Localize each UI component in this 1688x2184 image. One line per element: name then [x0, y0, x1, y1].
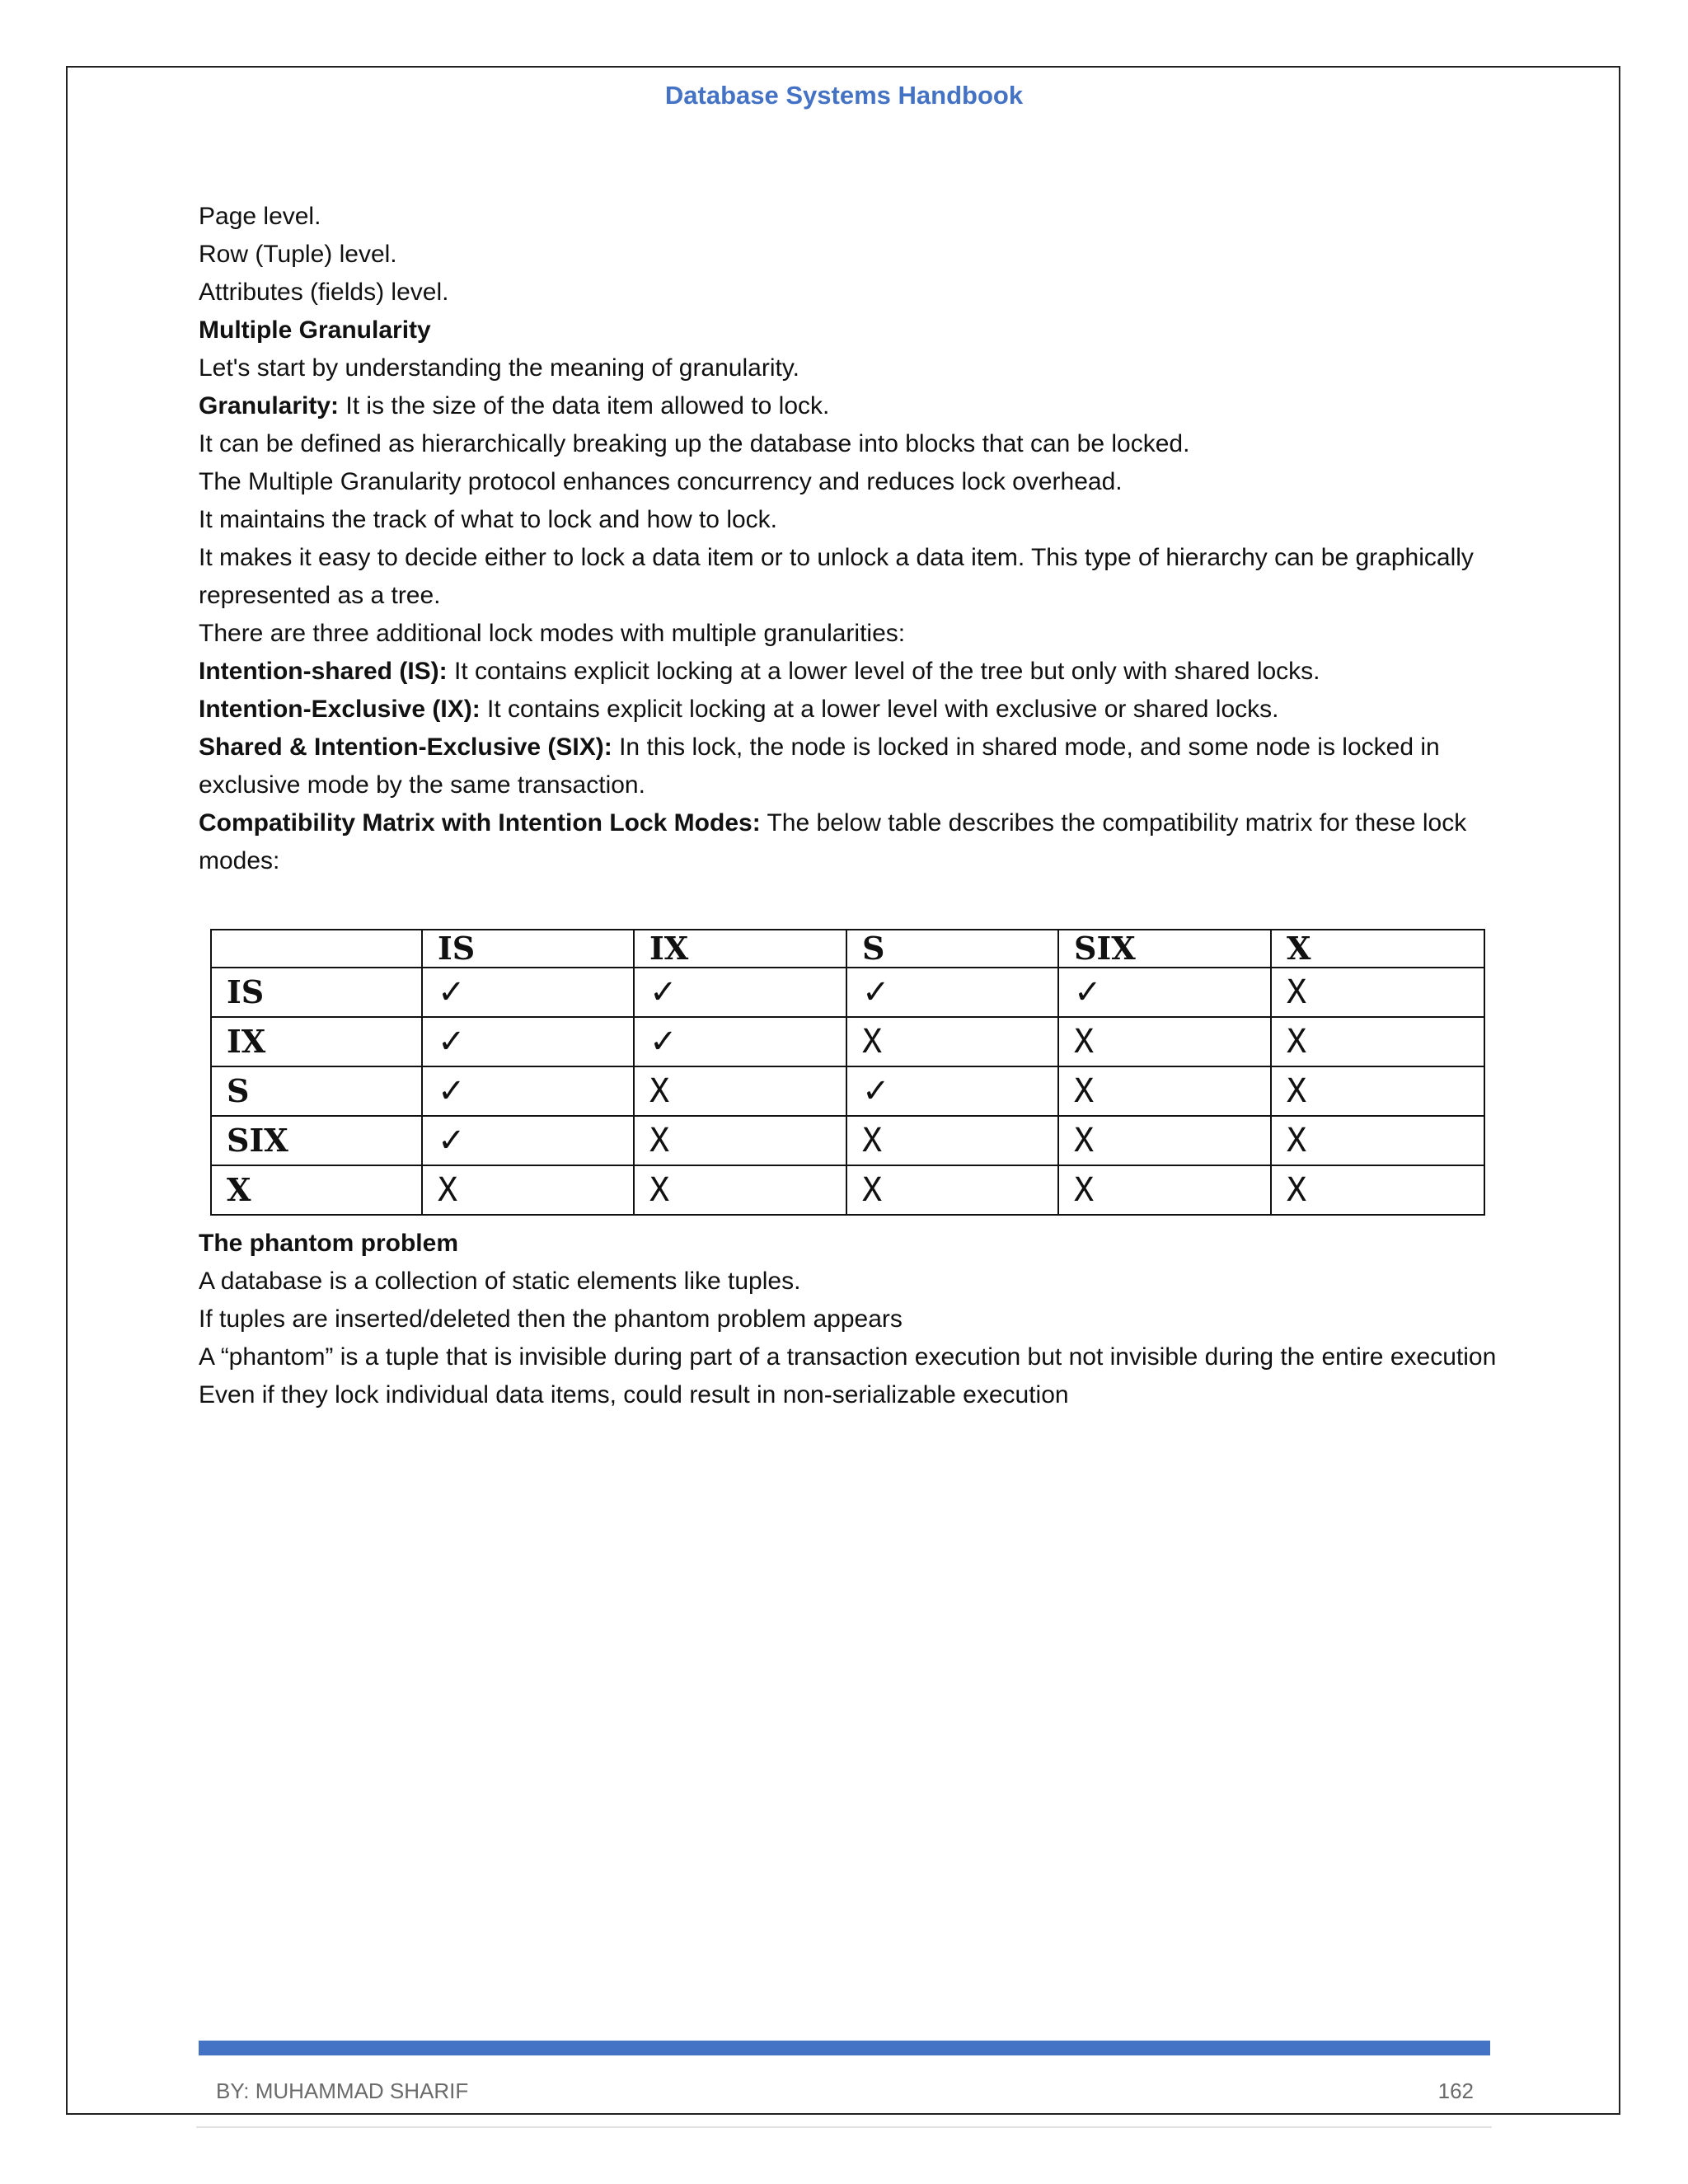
- line-lock-modes: There are three additional lock modes with multiple granularities:: [199, 620, 906, 647]
- matrix-cell: X: [1058, 1017, 1271, 1066]
- matrix-header-row: [211, 930, 1484, 968]
- matrix-row-header: IX: [211, 1017, 422, 1066]
- matrix-col-header: S: [846, 930, 1058, 968]
- matrix-cell: X: [1271, 1066, 1484, 1116]
- matrix-row: [211, 968, 1484, 1017]
- matrix-cell: ✓: [846, 968, 1058, 1017]
- matrix-cell: X: [1271, 968, 1484, 1017]
- matrix-cell: ✓: [422, 1116, 634, 1165]
- matrix-row-header: X: [211, 1165, 422, 1215]
- matrix-cell: ✓: [634, 1017, 846, 1066]
- matrix-cell: X: [634, 1165, 846, 1215]
- matrix-cell: ✓: [634, 968, 846, 1017]
- matrix-cell: ✓: [1058, 968, 1271, 1017]
- header-title: Database Systems Handbook: [664, 81, 1024, 110]
- matrix-cell: X: [634, 1066, 846, 1116]
- phantom-line: A database is a collection of static elements like tuples.: [199, 1268, 801, 1295]
- matrix-corner-cell: [211, 930, 422, 968]
- matrix-cell: X: [846, 1017, 1058, 1066]
- line-attributes-level: Attributes (fields) level.: [199, 279, 449, 306]
- matrix-cell: X: [846, 1116, 1058, 1165]
- matrix-row: [211, 1017, 1484, 1066]
- matrix-col-header: IX: [634, 930, 846, 968]
- matrix-cell: X: [634, 1116, 846, 1165]
- matrix-row: [211, 1116, 1484, 1165]
- line-compatibility-matrix: Compatibility Matrix with Intention Lock Modes: The below table describes the compatibility matrix for these lock modes:: [199, 809, 1467, 874]
- line-tree: It makes it easy to decide either to lock a data item or to unlock a data item. This type of hierarchy can be graphically represented as a tree.: [199, 544, 1474, 609]
- matrix-col-header: X: [1271, 930, 1484, 968]
- matrix-cell: ✓: [422, 968, 634, 1017]
- matrix-row-header: SIX: [211, 1116, 422, 1165]
- matrix-row: [211, 1066, 1484, 1116]
- matrix-col-header: SIX: [1058, 930, 1271, 968]
- line-hierarchy: It can be defined as hierarchically breaking up the database into blocks that can be locked.: [199, 430, 1190, 457]
- phantom-line: A “phantom” is a tuple that is invisible during part of a transaction execution but not invisible during the entire execution: [199, 1343, 1497, 1371]
- matrix-cell: X: [846, 1165, 1058, 1215]
- line-granularity-intro: Let's start by understanding the meaning of granularity.: [199, 354, 799, 382]
- matrix-cell: X: [1271, 1116, 1484, 1165]
- phantom-line: Even if they lock individual data items, could result in non-serializable execution: [199, 1381, 1069, 1408]
- compatibility-matrix-table: [210, 929, 1485, 1216]
- matrix-cell: ✓: [422, 1017, 634, 1066]
- matrix-cell: X: [1271, 1165, 1484, 1215]
- line-track: It maintains the track of what to lock and how to lock.: [199, 506, 778, 533]
- phantom-line: If tuples are inserted/deleted then the phantom problem appears: [199, 1305, 903, 1333]
- matrix-cell: X: [1058, 1165, 1271, 1215]
- heading-multiple-granularity: Multiple Granularity: [199, 316, 431, 344]
- matrix-cell: X: [1058, 1116, 1271, 1165]
- phantom-section: [199, 1225, 1501, 1414]
- line-row-level: Row (Tuple) level.: [199, 241, 397, 268]
- line-intention-shared: Intention-shared (IS): It contains explicit locking at a lower level of the tree but only with shared locks.: [199, 658, 1320, 685]
- matrix-row: [211, 1165, 1484, 1215]
- matrix-row-header: S: [211, 1066, 422, 1116]
- line-protocol: The Multiple Granularity protocol enhances concurrency and reduces lock overhead.: [199, 468, 1123, 495]
- heading-phantom-problem: The phantom problem: [199, 1230, 458, 1257]
- matrix-cell: ✓: [846, 1066, 1058, 1116]
- matrix-cell: ✓: [422, 1066, 634, 1116]
- matrix-cell: X: [1271, 1017, 1484, 1066]
- matrix-row-header: IS: [211, 968, 422, 1017]
- line-intention-exclusive: Intention-Exclusive (IX): It contains explicit locking at a lower level with exclusive or shared locks.: [199, 696, 1279, 723]
- footer-page-number: 162: [1437, 2079, 1474, 2103]
- footer-accent-bar: [199, 2041, 1490, 2055]
- line-granularity-definition: Granularity: It is the size of the data item allowed to lock.: [199, 392, 830, 419]
- line-page-level: Page level.: [199, 203, 321, 230]
- matrix-col-header: IS: [422, 930, 634, 968]
- body-text: [199, 198, 1501, 880]
- matrix-cell: X: [1058, 1066, 1271, 1116]
- line-six: Shared & Intention-Exclusive (SIX): In this lock, the node is locked in shared mode, and some node is locked in exclusive mode by the same transaction.: [199, 733, 1440, 799]
- footer-author: BY: MUHAMMAD SHARIF: [216, 2079, 469, 2103]
- footer-divider: [196, 2126, 1492, 2128]
- matrix-cell: X: [422, 1165, 634, 1215]
